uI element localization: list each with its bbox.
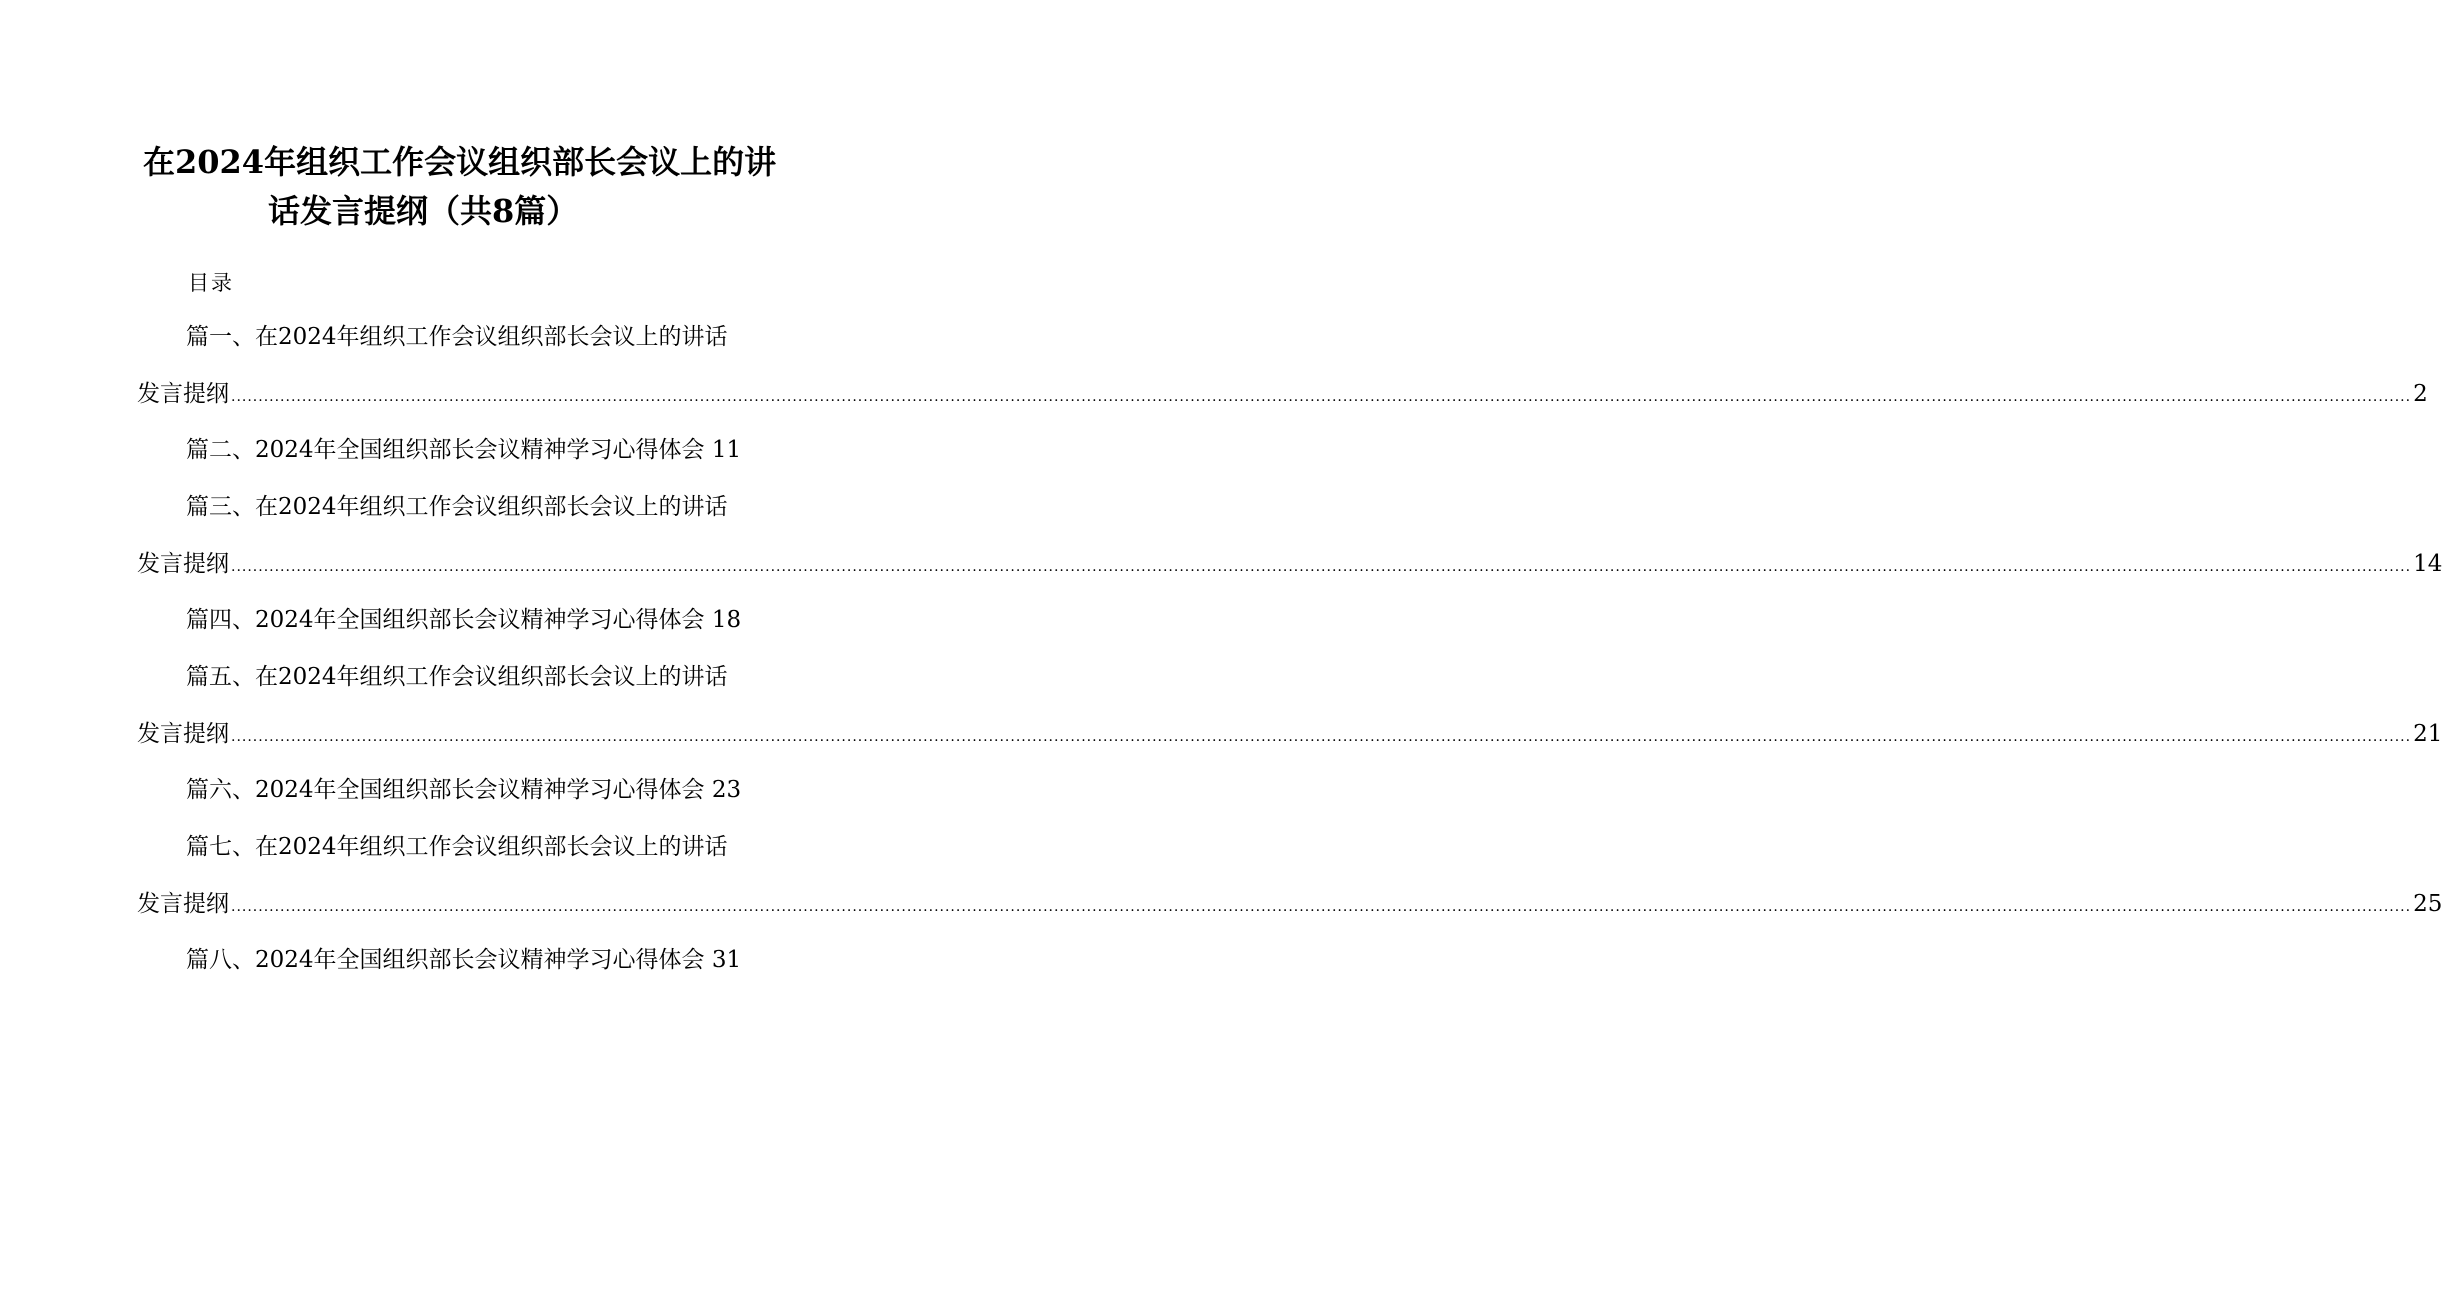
toc-dot-leader: ................................................................................................................................................................................................................................................................................................................................................................................................................ <box>231 729 2412 745</box>
toc-entry-1-continuation: 发言提纲 <box>137 381 229 407</box>
toc-entry-6[interactable]: 篇六、2024年全国组织部长会议精神学习心得体会 23 <box>186 777 742 803</box>
toc-dot-leader: ................................................................................................................................................................................................................................................................................................................................................................................................................ <box>231 899 2412 915</box>
toc-entry-3-line-1[interactable]: 篇三、在2024年组织工作会议组织部长会议上的讲话 <box>186 494 728 520</box>
toc-entry-5-line-2[interactable] <box>137 717 2442 754</box>
toc-entry-8[interactable]: 篇八、2024年全国组织部长会议精神学习心得体会 31 <box>186 947 742 973</box>
toc-entry-1-line-2[interactable] <box>137 377 2428 414</box>
toc-entry-3-page: 14 <box>2413 551 2442 577</box>
toc-entry-4[interactable]: 篇四、2024年全国组织部长会议精神学习心得体会 18 <box>186 607 742 633</box>
toc-entry-5-line-1[interactable]: 篇五、在2024年组织工作会议组织部长会议上的讲话 <box>186 664 728 690</box>
toc-entry-5-continuation: 发言提纲 <box>137 721 229 747</box>
toc-entry-2[interactable]: 篇二、2024年全国组织部长会议精神学习心得体会 11 <box>186 437 742 463</box>
toc-entry-7-line-1[interactable]: 篇七、在2024年组织工作会议组织部长会议上的讲话 <box>186 834 728 860</box>
toc-entry-7-page: 25 <box>2413 891 2442 917</box>
document-title-line-2: 话发言提纲（共8篇） <box>268 192 579 230</box>
toc-entry-5-page: 21 <box>2413 721 2442 747</box>
toc-entry-3-line-2[interactable] <box>137 547 2442 584</box>
toc-dot-leader: ................................................................................................................................................................................................................................................................................................................................................................................................................ <box>231 559 2412 575</box>
toc-entry-7-line-2[interactable] <box>137 887 2442 924</box>
document-title-line-1: 在2024年组织工作会议组织部长会议上的讲 <box>143 143 777 181</box>
toc-entry-1-line-1[interactable]: 篇一、在2024年组织工作会议组织部长会议上的讲话 <box>186 324 728 350</box>
toc-heading: 目录 <box>188 271 234 295</box>
toc-dot-leader: ................................................................................................................................................................................................................................................................................................................................................................................................................ <box>231 389 2412 405</box>
toc-entry-3-continuation: 发言提纲 <box>137 551 229 577</box>
toc-entry-7-continuation: 发言提纲 <box>137 891 229 917</box>
toc-entry-1-page: 2 <box>2413 381 2428 407</box>
